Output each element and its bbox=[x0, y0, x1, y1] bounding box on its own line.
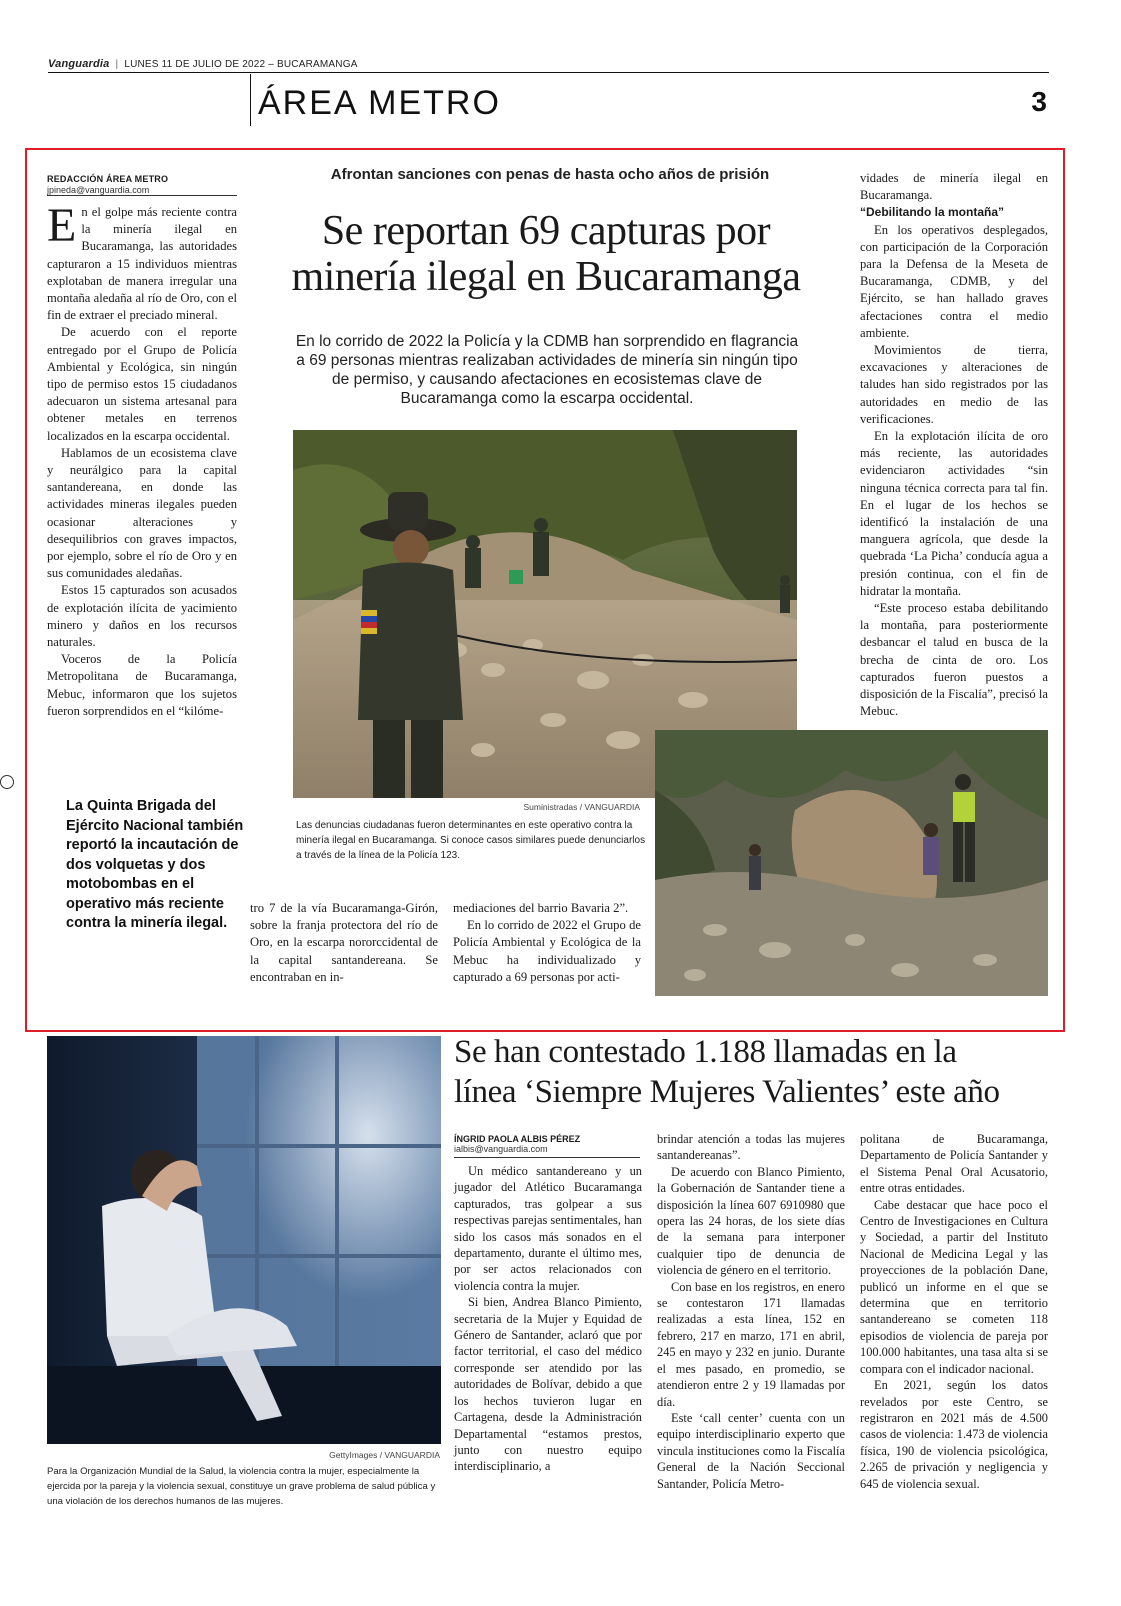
date-line: LUNES 11 DE JULIO DE 2022 – BUCARAMANGA bbox=[124, 59, 358, 70]
article2-byline bbox=[454, 1134, 580, 1154]
byline-rule bbox=[454, 1157, 640, 1158]
headline-line: minería ilegal en Bucaramanga bbox=[291, 254, 801, 300]
headline-line: Se han contestado 1.188 llamadas en la bbox=[454, 1034, 957, 1070]
photo-caption: Las denuncias ciudadanas fueron determinantes en este operativo contra la minería ilegal en Bucaramanga. Si conoce casos similares puede denunciarlos a través de la línea de la Policía 123. bbox=[296, 820, 646, 861]
photo-illustration bbox=[655, 730, 1048, 996]
paragraph: vidades de minería ilegal en Bucaramanga. bbox=[860, 171, 1048, 203]
paragraph: tro 7 de la vía Bucaramanga-Girón, sobre la franja protectora del río de Oro, en la escarpa nororccidental de la capital santandereana. Se encontraban en in- bbox=[250, 901, 438, 984]
headline-line: Se reportan 69 capturas por bbox=[321, 208, 771, 254]
paragraph: Este ‘call center’ cuenta con un equipo interdisciplinario experto que vincula instituciones como la Fiscalía General de la Nación Seccional Santander, Policía Metro- bbox=[657, 1410, 845, 1491]
paragraph: En los operativos desplegados, con participación de la Corporación para la Defensa de la Meseta de Bucaramanga, CDMB, y del Ejército, se han hallado graves afectaciones contra el medio ambiente. bbox=[860, 222, 1048, 340]
paragraph: Si bien, Andrea Blanco Pimiento, secretaria de la Mujer y Equidad de Género de Santander, aclaró que por factor territorial, el caso del médico corresponde ser atendido por las autoridades de Bolívar, debido a que los hechos tuvieron lugar en Cartagena, desde la Administración Departamental “estamos prestos, junto con nuestro equipo interdisciplinario, a bbox=[454, 1295, 642, 1474]
byline-email: jpineda@vanguardia.com bbox=[47, 185, 150, 195]
ravine-photo bbox=[655, 730, 1048, 996]
photo-illustration bbox=[47, 1036, 441, 1444]
brand-logo: Vanguardia bbox=[48, 58, 110, 70]
paragraph: En la explotación ilícita de oro más reciente, las autoridades evidenciaron actividades “sin ninguna técnica correcta para tal fin. En el lugar de los hechos se identificó la instalación de una manguera agrícola, que desde la quebrada ‘La Picha’ conducía agua a presión continua, con el fin de hidratar la montaña. bbox=[860, 429, 1048, 598]
article1-byline bbox=[47, 174, 168, 195]
byline-email: ialbis@vanguardia.com bbox=[454, 1144, 548, 1154]
article1-column-2 bbox=[250, 900, 438, 986]
paragraph: Estos 15 capturados son acusados de explotación ilícita de yacimiento minero y daños en los recursos naturales. bbox=[47, 583, 237, 650]
registration-mark bbox=[0, 775, 14, 789]
paragraph: brindar atención a todas las mujeres santandereanas”. bbox=[657, 1132, 845, 1163]
article2-column-3 bbox=[860, 1131, 1048, 1492]
article1-column-1 bbox=[47, 199, 237, 720]
photo-credit: GettyImages / VANGUARDIA bbox=[329, 1450, 440, 1460]
photo-credit: Suministradas / VANGUARDIA bbox=[523, 802, 640, 812]
section-divider bbox=[250, 74, 251, 126]
paragraph: Cabe destacar que hace poco el Centro de Investigaciones en Cultura y Sociedad, a partir del Instituto Nacional de Medicina Legal y las proyecciones de la población Dane, publicó un informe en el que se determina que en territorio santandereano se cometen 118 episodios de violencia de pareja por 100.000 habitantes, una tasa alta si se compara con el indicador nacional. bbox=[860, 1197, 1048, 1376]
kicker: Afrontan sanciones con penas de hasta ocho años de prisión bbox=[330, 166, 770, 183]
headline-2 bbox=[454, 1032, 1054, 1112]
paragraph: Con base en los registros, en enero se contestaron 171 llamadas realizadas a esta línea, 152 en febrero, 217 en marzo, 171 en abril, 245 en mayo y 232 en junio. Durante el mes pasado, en promedio, se atendieron entre 2 y 19 llamadas por día. bbox=[657, 1279, 845, 1409]
paragraph: De acuerdo con el reporte entregado por el Grupo de Policía Ambiental y Ecológica, sin ningún tipo de permiso estos 15 ciudadanos adecuaron un sistema artesanal para obtener metales en terrenos localizados en la escarpa occidental. bbox=[47, 325, 237, 443]
article2-column-2 bbox=[657, 1131, 845, 1492]
article1-column-3 bbox=[453, 900, 641, 986]
masthead-line: Vanguardia | LUNES 11 DE JULIO DE 2022 – BUCARAMANGA bbox=[48, 58, 358, 70]
page-number: 3 bbox=[1031, 86, 1047, 117]
paragraph: De acuerdo con Blanco Pimiento, la Gobernación de Santander tiene a disposición la línea 607 6910980 que opera las 24 horas, de los siete días de la semana para interponer cualquier tipo de denuncia de violencia de género en el territorio. bbox=[657, 1164, 845, 1278]
paragraph: Un médico santandereano y un jugador del Atlético Bucaramanga capturados, tras golpear a sus respectivas parejas sentimentales, han sido los casos más sonados en el departamento, durante el último mes, por ser actos relacionados con violencia contra la mujer. bbox=[454, 1164, 642, 1293]
headline-line: línea ‘Siempre Mujeres Valientes’ este año bbox=[454, 1074, 1000, 1110]
masthead-rule bbox=[48, 72, 1049, 73]
paragraph: Voceros de la Policía Metropolitana de Bucaramanga, Mebuc, informaron que los sujetos fueron sorprendidos en el “kilóme- bbox=[47, 652, 237, 718]
paragraph: n el golpe más reciente contra la minería ilegal en Bucaramanga, las autoridades capturaron a 15 individuos mientras explotaban de manera irregular una montaña aledaña al río de Oro, con el fin de extraer el preciado mineral. bbox=[47, 205, 237, 323]
paragraph: Hablamos de un ecosistema clave y neurálgico para la capital santandereana, en donde las actividades mineras ilegales pueden ocasionar alteraciones y desequilibrios con graves impactos, por ejemplo, sobre el río de Oro y en sus comunidades aledañas. bbox=[47, 445, 237, 581]
paragraph: Movimientos de tierra, excavaciones y alteraciones de taludes han sido registrados por las autoridades en medio de las verificaciones. bbox=[860, 343, 1048, 426]
lead-paragraph: En lo corrido de 2022 la Policía y la CDMB han sorprendido en flagrancia a 69 personas mientras realizaban actividades de minería sin ningún tipo de permiso, y causando afectaciones en ecosistemas clave de Bucaramanga como la escarpa occidental. bbox=[295, 333, 799, 407]
paragraph: politana de Bucaramanga, Departamento de Policía Santander y el Sistema Penal Oral Acusatorio, entre otras entidades. bbox=[860, 1132, 1048, 1196]
byline-rule bbox=[47, 195, 237, 196]
subheading: “Debilitando la montaña” bbox=[860, 205, 1005, 220]
photo-caption: Para la Organización Mundial de la Salud, la violencia contra la mujer, especialmente la ejercida por la pareja y la violencia sexual, constituye un grave problema de salud pública y una violación de los derechos humanos de las mujeres. bbox=[47, 1466, 436, 1507]
section-title: ÁREA METRO bbox=[258, 84, 501, 122]
paragraph: “Este proceso estaba debilitando la montaña, para posteriormente desbancar el talud en busca de la brecha de cinta de oro. Los capturados fueron puestos a disposición de la Fiscalía”, precisó la Mebuc. bbox=[860, 601, 1048, 719]
article1-column-4 bbox=[860, 170, 1048, 721]
drop-cap: E bbox=[47, 199, 77, 252]
byline-name: REDACCIÓN ÁREA METRO bbox=[47, 174, 169, 184]
woman-photo bbox=[47, 1036, 441, 1444]
pull-quote: La Quinta Brigada del Ejército Nacional también reportó la incautación de dos volquetas y dos motobombas en el operativo más reciente contra la minería ilegal. bbox=[66, 798, 244, 931]
paragraph: En 2021, según los datos revelados por este Centro, se registraron en 2021 más de 4.500 casos de violencia: 1.473 de violencia física, 190 de violencia psicológica, 2.265 de privación y negligencia y 645 de violencia sexual. bbox=[860, 1378, 1048, 1491]
byline-name: ÍNGRID PAOLA ALBIS PÉREZ bbox=[454, 1134, 581, 1144]
article2-column-1 bbox=[454, 1163, 642, 1475]
paragraph: En lo corrido de 2022 el Grupo de Policía Ambiental y Ecológica de la Mebuc ha individualizado y capturado a 69 personas por acti- bbox=[453, 918, 641, 984]
paragraph: mediaciones del barrio Bavaria 2”. bbox=[453, 901, 629, 915]
headline bbox=[250, 208, 842, 300]
